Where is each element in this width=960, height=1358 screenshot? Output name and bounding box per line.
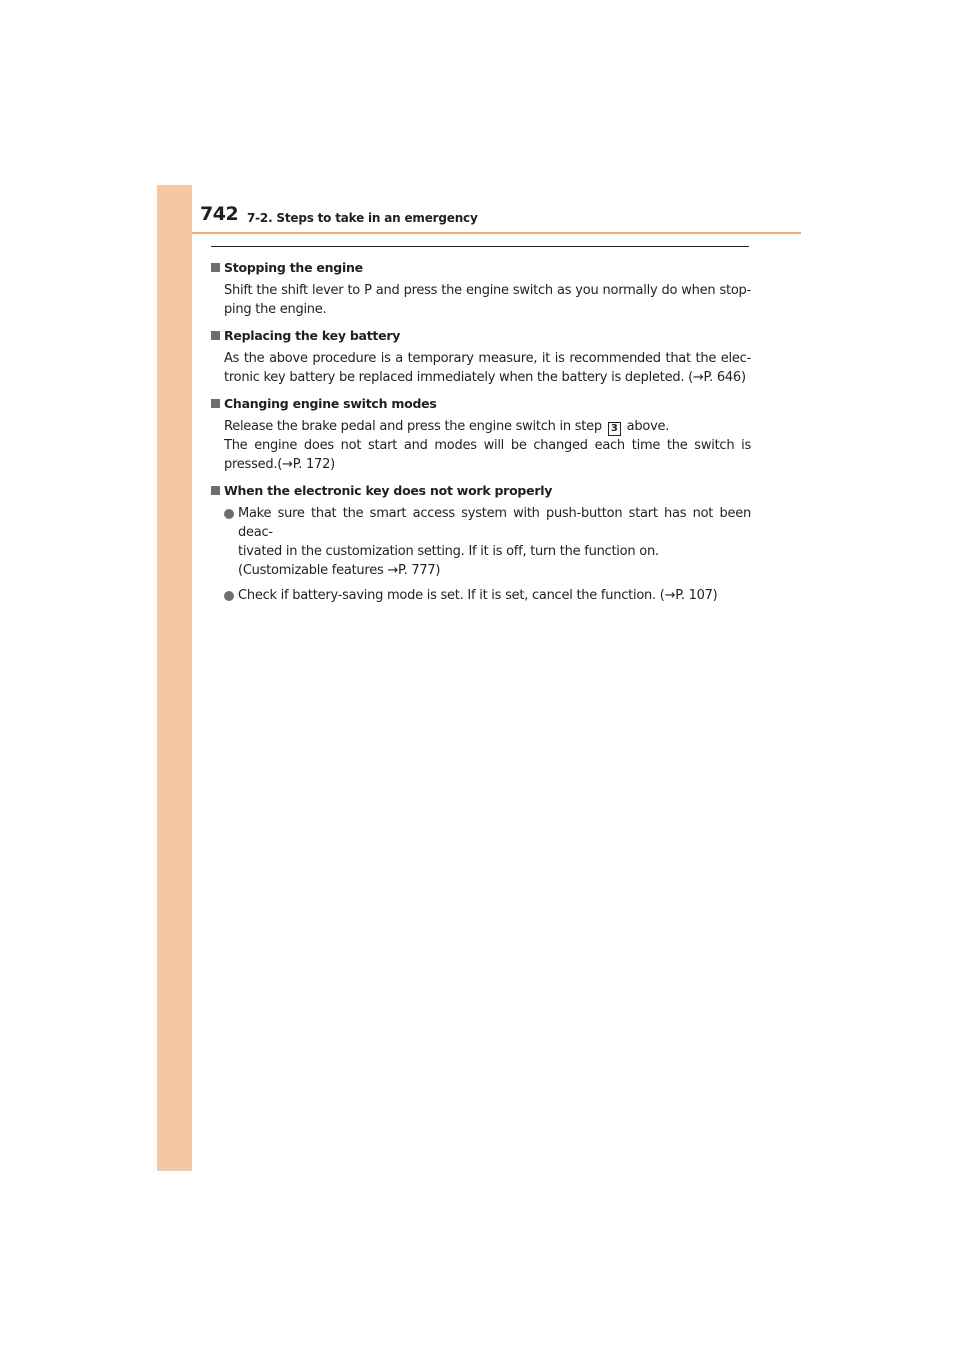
section-changing-switch-modes <box>211 394 751 474</box>
paragraph-line: pressed.(→P. 172) <box>224 457 335 472</box>
section-heading <box>211 394 751 413</box>
section-heading <box>211 326 751 345</box>
list-item-body <box>238 586 751 605</box>
header-rule <box>192 232 801 234</box>
side-color-band <box>157 185 192 1171</box>
section-stopping-engine <box>211 258 751 319</box>
paragraph-line: As the above procedure is a temporary measure, it is recommended that the elec- <box>224 351 751 366</box>
paragraph-line: The engine does not start and modes will be changed each time the switch is <box>224 438 751 453</box>
paragraph-line: ping the engine. <box>224 302 327 317</box>
paragraph-line: tronic key battery be replaced immediately when the battery is depleted. (→P. 646) <box>224 370 746 385</box>
heading-text: Replacing the key battery <box>224 328 401 343</box>
list-item-line: tivated in the customization setting. If it is off, turn the function on. <box>238 544 659 559</box>
content-top-rule <box>211 246 749 247</box>
section-heading <box>211 258 751 277</box>
step-number-badge: 3 <box>608 422 621 436</box>
list-item-line: (Customizable features →P. 777) <box>238 563 441 578</box>
square-bullet-icon <box>211 263 220 272</box>
heading-text: When the electronic key does not work properly <box>224 483 553 498</box>
list-item <box>224 586 751 605</box>
list-item <box>224 504 751 580</box>
section-electronic-key-not-working <box>211 481 751 605</box>
paragraph-line: Shift the shift lever to P and press the engine switch as you normally do when stop- <box>224 283 751 298</box>
round-bullet-icon <box>224 509 234 519</box>
square-bullet-icon <box>211 486 220 495</box>
section-title: 7-2. Steps to take in an emergency <box>247 211 478 225</box>
square-bullet-icon <box>211 399 220 408</box>
line-text-before: Release the brake pedal and press the engine switch in step <box>224 419 602 434</box>
list-item-body <box>238 504 751 580</box>
paragraph-line <box>224 417 751 436</box>
heading-text: Changing engine switch modes <box>224 396 437 411</box>
section-heading <box>211 481 751 500</box>
list-item-line: Make sure that the smart access system with push-button start has not been deac- <box>238 506 751 540</box>
round-bullet-icon <box>224 591 234 601</box>
square-bullet-icon <box>211 331 220 340</box>
section-replacing-key-battery <box>211 326 751 387</box>
list-item-line: Check if battery-saving mode is set. If it is set, cancel the function. (→P. 107) <box>238 588 718 603</box>
heading-text: Stopping the engine <box>224 260 363 275</box>
line-text-after: above. <box>626 419 670 434</box>
page-number: 742 <box>200 203 239 225</box>
content-body <box>211 258 751 612</box>
